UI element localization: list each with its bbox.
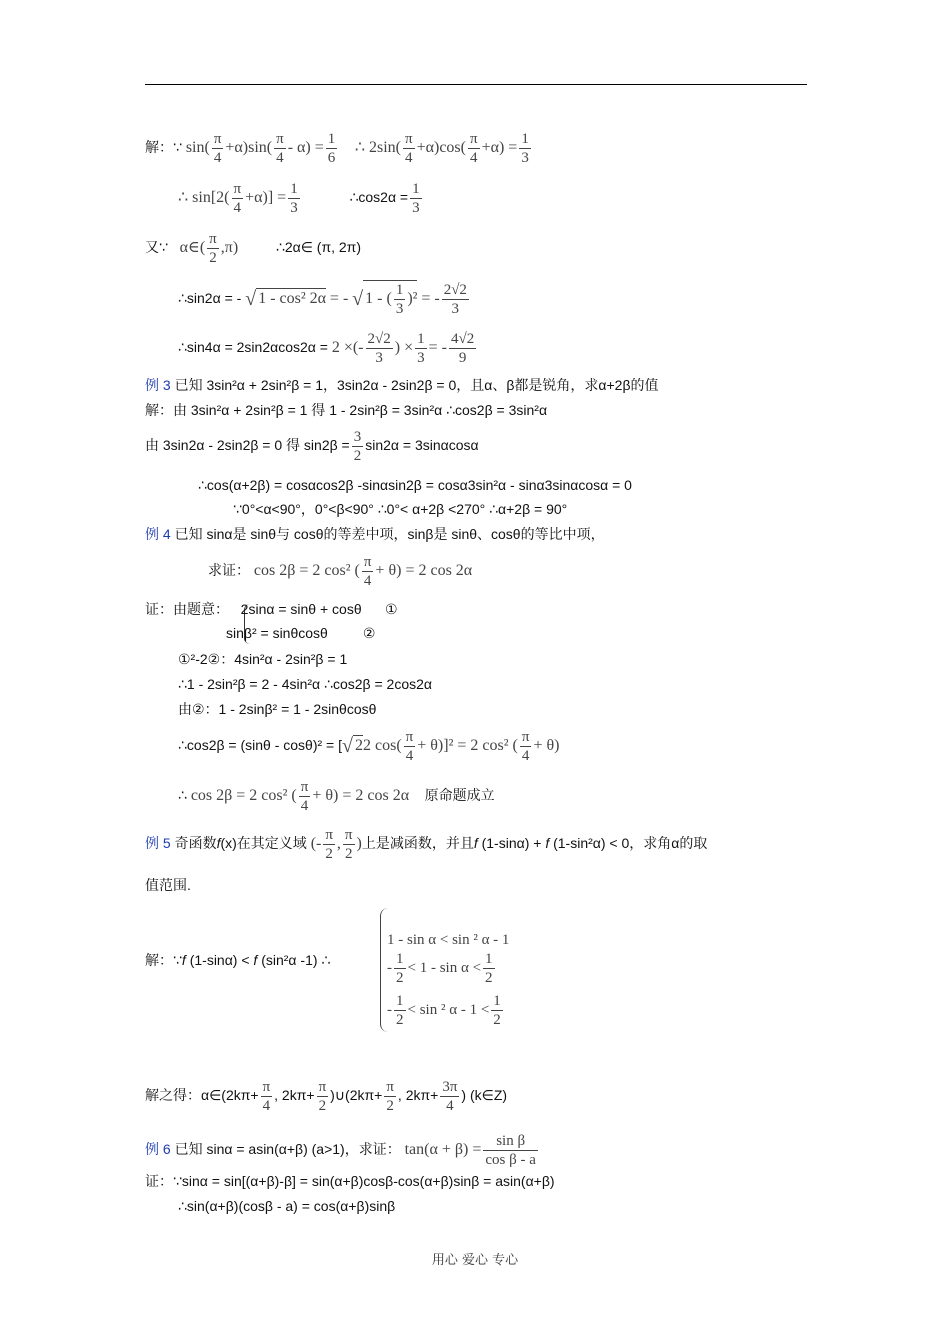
denominator: 2 (209, 250, 217, 266)
math-text: ) (356, 835, 362, 853)
solution-line-1 (145, 130, 533, 167)
math-text: +α) = (481, 139, 518, 157)
example-label: 例 5 (145, 835, 171, 852)
example-label: 例 3 (145, 377, 171, 393)
denominator: 2 (493, 1012, 501, 1028)
fraction (323, 826, 335, 863)
denominator: 4 (262, 1098, 271, 1114)
text: ①²-2②：4sin²α - 2sin²β = 1 (178, 651, 348, 667)
fraction (394, 992, 406, 1029)
denominator: 4 (470, 150, 478, 166)
math-text: ∴ 2sin( (354, 139, 402, 157)
text: 由②：1 - 2sinβ² = 1 - 2sinθcosθ (178, 701, 377, 717)
denominator: 3 (290, 200, 298, 216)
denominator: cos β - a (485, 1152, 536, 1168)
numerator: π (300, 779, 309, 795)
text: (sin²α -1) ∴ (261, 952, 331, 968)
denominator: 3 (395, 301, 404, 317)
math-text: +α)sin( (225, 139, 273, 157)
text: 奇函数 (174, 835, 217, 852)
text: ∴cos(α+2β) = cosαcos2β -sinαsin2β = cosα3sin²α - sinα3sinαcosα = 0 (198, 477, 632, 493)
fraction (449, 330, 476, 367)
denominator: 2 (396, 1012, 404, 1028)
denominator: 6 (327, 150, 336, 166)
example-3-line-2 (145, 428, 479, 465)
fraction (362, 553, 374, 590)
example-5-continued (145, 875, 191, 895)
example-3-line-1 (145, 400, 547, 420)
numerator: π (386, 1079, 394, 1095)
denominator: 3 (521, 150, 529, 166)
denominator: 2 (318, 1098, 327, 1114)
numerator: π (233, 181, 242, 197)
function-symbol: f (545, 835, 550, 852)
text: (1-sin²α) < 0，求角α的取 (553, 835, 708, 852)
numerator: 1 (493, 993, 501, 1009)
text: )∪(2kπ+ (330, 1087, 383, 1104)
numerator: 3π (442, 1079, 458, 1095)
text: 值范围. (145, 877, 191, 893)
denominator: 4 (363, 573, 372, 589)
example-6-line-1 (145, 1171, 555, 1191)
math-text: cos 2β = 2 cos² ( (253, 562, 360, 580)
text: 由 3sin2α - 2sin2β = 0 得 sin2β = (145, 437, 350, 454)
math-text: +α)cos( (416, 139, 466, 157)
text: ∵0°<α<90°，0°<β<90° ∴0°< α+2β <270° ∴α+2β = 90° (233, 501, 568, 517)
page-footer: 用心 爱心 专心 (431, 1253, 519, 1268)
denominator: 2 (386, 1098, 394, 1114)
denominator: 2 (353, 448, 362, 464)
numerator: π (521, 729, 530, 745)
example-label: 例 6 (145, 1141, 171, 1158)
text: 证：由题意： (145, 601, 229, 617)
denominator: 2 (485, 970, 493, 986)
denominator: 4 (446, 1098, 454, 1114)
solution-line-2 (178, 180, 424, 217)
inequality-1: 1 - sin α < sin ² α - 1 (387, 932, 510, 948)
numerator: 1 (290, 181, 298, 197)
solution-line-5 (178, 330, 478, 367)
example-label: 例 4 (145, 526, 171, 542)
math-text: ∴ sin[2( (178, 189, 230, 207)
math-text: = - (428, 339, 447, 357)
fraction (299, 778, 311, 815)
math-text: α∈( (179, 239, 206, 257)
text: 上是减函数，并且 (361, 835, 474, 852)
math-text: sin( (185, 139, 210, 157)
math-text: < 1 - sin α < (407, 959, 482, 976)
numerator: π (469, 131, 478, 147)
numerator: 1 (395, 282, 404, 298)
example-4-line-2 (226, 623, 375, 643)
text: sinβ² = sinθcosθ (226, 625, 328, 641)
denominator: 9 (458, 350, 467, 366)
math-text: + θ) = 2 cos 2α (375, 562, 473, 580)
math-text: 2 ×(- (331, 339, 364, 357)
numerator: π (325, 827, 333, 843)
example-3-line-3 (198, 475, 632, 495)
math-text: < sin ² α - 1 < (407, 1001, 490, 1018)
text: ∴cos2β = (sinθ - cosθ)² = [ (178, 737, 343, 754)
sqrt-expression: √ 2 (342, 735, 363, 758)
math-text: - (387, 959, 392, 976)
denominator: 2 (325, 846, 333, 862)
math-text: cos 2β = 2 cos² ( (190, 787, 297, 805)
sqrt-expression: √ 1 - cos² 2α (245, 288, 327, 311)
example-3-statement (145, 375, 659, 395)
fraction (352, 428, 364, 465)
fraction (232, 180, 244, 217)
numerator: 1 (396, 951, 404, 967)
denominator: 3 (375, 350, 383, 366)
fraction (440, 1078, 459, 1115)
numerator: 3 (353, 429, 362, 445)
text: (x)在其定义域 (220, 835, 307, 852)
denominator: 4 (521, 748, 530, 764)
numerator: π (363, 554, 372, 570)
math-text: +α)] = (245, 189, 287, 207)
text: 解之得：α∈(2kπ+ (145, 1087, 259, 1104)
math-text: ) × (394, 339, 414, 357)
text: ∴sin4α = 2sin2αcos2α = (178, 339, 328, 356)
numerator: π (318, 1079, 327, 1095)
inequality-2 (387, 950, 497, 987)
numerator: 1 (485, 951, 493, 967)
numerator: π (262, 1079, 271, 1095)
fraction (274, 130, 286, 167)
example-text: 已知 3sin²α + 2sin²β = 1，3sin2α - 2sin2β = 0，且α、β都是锐角，求α+2β的值 (174, 377, 659, 393)
text: 求证： (208, 562, 250, 579)
example-4-line-7 (178, 778, 495, 815)
example-4-line-1 (145, 599, 398, 619)
math-text: (- (310, 835, 322, 853)
header-rule (145, 84, 807, 85)
numerator: sin β (483, 1132, 538, 1151)
example-4-line-3 (178, 649, 347, 669)
text: ① (384, 601, 398, 617)
example-6-line-2 (178, 1196, 395, 1216)
radicand: 1 - cos² 2α (258, 290, 327, 308)
example-5-solution (145, 950, 330, 970)
text: ∴cos2α = (349, 189, 409, 206)
numerator: 1 (327, 131, 336, 147)
numerator: π (276, 131, 284, 147)
text: 已知 sinα = asin(α+β) (a>1)，求证： (174, 1141, 401, 1158)
example-4-statement (145, 524, 605, 544)
fraction (343, 826, 355, 863)
fraction (394, 950, 406, 987)
example-4-line-6 (178, 728, 559, 765)
numerator: π (209, 231, 217, 247)
function-symbol: f (473, 835, 478, 852)
numerator: 1 (396, 993, 404, 1009)
radicand: 1 - ( (365, 290, 392, 308)
fraction (366, 330, 393, 367)
math-text: = - (329, 290, 349, 308)
math-text: )² (407, 290, 418, 308)
example-4-line-4 (178, 674, 432, 694)
fraction (483, 1132, 538, 1169)
text: 解：∵ (145, 952, 182, 968)
example-4-line-5 (178, 699, 376, 719)
fraction (317, 1078, 329, 1115)
denominator: 4 (300, 798, 309, 814)
fraction (261, 1078, 273, 1115)
example-3-line-4 (233, 499, 567, 519)
numerator: π (405, 729, 414, 745)
numerator: π (344, 827, 353, 843)
denominator: 3 (451, 300, 460, 317)
function-symbol: f (253, 952, 258, 968)
function-symbol: f (216, 835, 221, 852)
text: (1-sinα) + (481, 835, 542, 852)
denominator: 4 (405, 150, 413, 166)
numerator: 1 (417, 331, 425, 347)
fraction (442, 281, 469, 318)
inequality-system (380, 908, 541, 1032)
solution-line-3 (145, 230, 361, 267)
fraction (404, 728, 416, 765)
fraction (288, 180, 300, 217)
fraction (483, 950, 495, 987)
fraction (415, 330, 427, 367)
numerator: 4√2 (450, 331, 475, 347)
numerator: 1 (521, 131, 529, 147)
math-text: = - (421, 290, 440, 308)
math-text: + θ) (533, 737, 560, 755)
function-symbol: f (181, 952, 186, 968)
text: ) (k∈Z) (461, 1087, 508, 1104)
denominator: 2 (344, 846, 353, 862)
denominator: 4 (405, 748, 414, 764)
text: ∴sin2α = - (178, 290, 242, 307)
math-text: - (387, 1001, 392, 1018)
text: (1-sinα) < (189, 952, 250, 968)
text: sin2α = 3sinαcosα (365, 437, 479, 454)
fraction (394, 281, 406, 318)
solution-line-4 (178, 280, 471, 318)
math-text: tan(α + β) = (404, 1141, 482, 1159)
example-5-statement (145, 826, 707, 863)
numerator: π (405, 131, 413, 147)
denominator: 2 (396, 970, 404, 986)
fraction (468, 130, 480, 167)
numerator: π (213, 131, 222, 147)
fraction (491, 992, 503, 1029)
example-5-answer (145, 1078, 507, 1115)
text: ∴ (178, 787, 187, 804)
example-4-prove (208, 553, 472, 590)
text: 又∵ (145, 239, 168, 256)
fraction (410, 180, 422, 217)
fraction (384, 1078, 396, 1115)
text: 解：由 3sin²α + 2sin²β = 1 得 1 - 2sin²β = 3sin²α ∴cos2β = 3sin²α (145, 402, 548, 418)
denominator: 4 (233, 200, 242, 216)
inequality-3 (387, 992, 505, 1029)
text: ∴sin(α+β)(cosβ - a) = cos(α+β)sinβ (178, 1198, 396, 1214)
math-text: + θ)]² = 2 cos² ( (417, 737, 518, 755)
math-text: + θ) = 2 cos 2α (312, 787, 410, 805)
denominator: 3 (412, 200, 420, 216)
numerator: 2√2 (443, 281, 467, 298)
text: ∴1 - 2sin²β = 2 - 4sin²α ∴cos2β = 2cos2α (178, 676, 432, 692)
numerator: 2√2 (367, 331, 391, 347)
denominator: 4 (276, 150, 284, 166)
math-text: 2 cos( (363, 737, 402, 755)
denominator: 4 (213, 150, 222, 166)
sqrt-expression: √ 1 - ( $\frac{1}{3}$ )² (352, 282, 418, 317)
fraction (207, 230, 219, 267)
denominator: 3 (417, 350, 425, 366)
math-text: , (336, 835, 341, 853)
fraction (212, 130, 224, 167)
solution-label: 解：∵ (145, 139, 182, 156)
math-text: - α) = (287, 139, 324, 157)
text: , 2kπ+ (397, 1087, 439, 1104)
text: 证：∵sinα = sin[(α+β)-β] = sin(α+β)cosβ-cos(α+β)sinβ = asin(α+β) (145, 1173, 555, 1189)
fraction (403, 130, 415, 167)
text: 2sinα = sinθ + cosθ (240, 601, 362, 617)
math-text: ,π) (220, 239, 239, 257)
fraction (519, 130, 531, 167)
numerator: 1 (412, 181, 420, 197)
conclusion-text: 原命题成立 (424, 787, 495, 804)
example-text: 已知 sinα是 sinθ与 cosθ的等差中项，sinβ是 sinθ、cosθ的等比中项， (174, 526, 605, 542)
example-6-statement (145, 1132, 540, 1169)
fraction (520, 728, 532, 765)
text: ∴2α∈ (π, 2π) (275, 239, 362, 256)
text: ② (362, 625, 376, 641)
fraction (326, 130, 338, 167)
text: , 2kπ+ (274, 1087, 315, 1104)
